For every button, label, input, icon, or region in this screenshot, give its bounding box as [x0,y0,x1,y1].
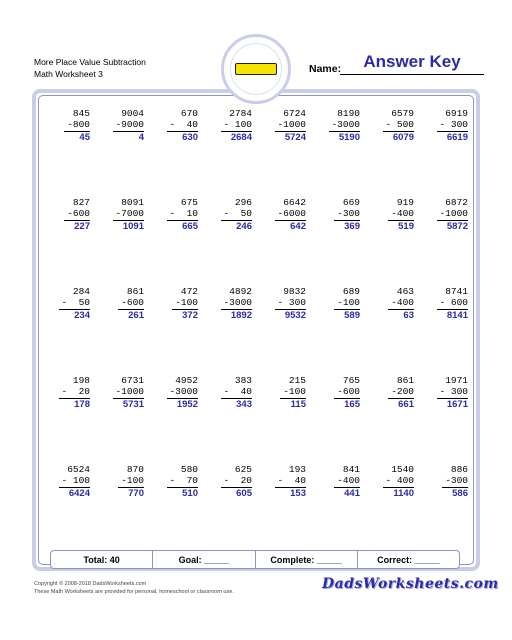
answer: 642 [290,221,306,232]
minuend: 296 [234,197,252,208]
subtraction-problem [144,286,198,322]
copyright-line-1: Copyright © 2008-2018 DadsWorksheets.com [34,581,147,587]
answer: 5731 [122,399,144,410]
minuend: 198 [72,375,90,386]
subtraction-problem [90,197,144,233]
answer: 261 [128,310,144,321]
name-label: Name: [309,63,342,75]
subtraction-problem [252,197,306,233]
dadsworksheets-logo: DadsWorksheets.com [322,576,499,592]
answer: 115 [290,399,306,410]
answer: 630 [182,132,198,143]
subtrahend: -3000 [169,386,198,397]
subtrahend: -100 [121,475,144,486]
answer: 45 [79,132,90,143]
minuend: 8190 [337,108,360,119]
minuend: 625 [234,464,252,475]
answer: 441 [344,488,360,499]
minuend: 919 [396,197,414,208]
minuend: 6731 [121,375,144,386]
subtrahend: -300 [337,208,360,219]
subtraction-problem [36,108,90,144]
subtrahend: - 400 [385,475,414,486]
minuend: 765 [342,375,360,386]
subtraction-problem [414,108,468,144]
subtraction-problem [198,375,252,411]
answer: 234 [74,310,90,321]
subtraction-problem [306,197,360,233]
answer: 5190 [338,132,360,143]
answer: 369 [344,221,360,232]
answer: 1091 [122,221,144,232]
subtrahend: - 300 [439,386,468,397]
subtraction-problem [360,464,414,500]
answer: 510 [182,488,198,499]
subtrahend: -400 [391,297,414,308]
subtrahend: - 70 [169,475,198,486]
header-badge [221,34,291,104]
subtrahend: - 40 [169,119,198,130]
subtrahend: -7000 [115,208,144,219]
minuend: 284 [72,286,90,297]
subtraction-problem [198,108,252,144]
title-line-1: More Place Value Subtraction [34,57,146,67]
subtrahend: - 300 [277,297,306,308]
answer: 5724 [284,132,306,143]
answer: 372 [182,310,198,321]
subtraction-problem [90,464,144,500]
subtrahend: - 40 [277,475,306,486]
subtrahend: -6000 [277,208,306,219]
answer: 9532 [284,310,306,321]
answer: 665 [182,221,198,232]
subtraction-problem [252,375,306,411]
subtraction-problem [90,286,144,322]
subtrahend: - 100 [223,119,252,130]
subtraction-problem [198,286,252,322]
footer-goal: Goal: _____ [153,551,255,568]
minuend: 861 [396,375,414,386]
minuend: 2784 [229,108,252,119]
minuend: 6919 [445,108,468,119]
answer: 6079 [392,132,414,143]
subtraction-problem [360,375,414,411]
minuend: 6872 [445,197,468,208]
subtrahend: -400 [391,208,414,219]
subtraction-problem [144,197,198,233]
answer: 1952 [176,399,198,410]
answer: 661 [398,399,414,410]
answer: 178 [74,399,90,410]
minuend: 827 [72,197,90,208]
minuend: 383 [234,375,252,386]
answer: 153 [290,488,306,499]
answer: 1671 [446,399,468,410]
answer: 586 [452,488,468,499]
minuend: 8091 [121,197,144,208]
subtrahend: -9000 [115,119,144,130]
minuend: 472 [180,286,198,297]
minuend: 193 [288,464,306,475]
subtrahend: - 100 [61,475,90,486]
subtrahend: -600 [67,208,90,219]
minuend: 8741 [445,286,468,297]
subtrahend: -100 [175,297,198,308]
subtraction-problem [144,464,198,500]
problem-row [40,286,472,336]
subtraction-problem [360,286,414,322]
subtrahend: -200 [391,386,414,397]
subtrahend: - 600 [439,297,468,308]
problem-row [40,108,472,158]
minuend: 670 [180,108,198,119]
subtraction-problem [252,464,306,500]
answer: 63 [403,310,414,321]
subtraction-problem [198,197,252,233]
footer-complete: Complete: _____ [256,551,358,568]
subtraction-problem [252,108,306,144]
minuend: 669 [342,197,360,208]
worksheet-title [34,56,146,80]
answer: 5872 [446,221,468,232]
minuend: 580 [180,464,198,475]
subtraction-problem [36,197,90,233]
subtraction-problem [198,464,252,500]
subtrahend: -600 [121,297,144,308]
subtrahend: -100 [337,297,360,308]
subtrahend: -3000 [223,297,252,308]
subtraction-problem [306,375,360,411]
answer: 227 [74,221,90,232]
footer-correct: Correct: _____ [377,554,440,565]
answer: 8141 [446,310,468,321]
minuend: 6724 [283,108,306,119]
subtraction-problem [414,197,468,233]
minuend: 1971 [445,375,468,386]
subtraction-problem [306,108,360,144]
answer: 165 [344,399,360,410]
subtrahend: -600 [337,386,360,397]
answer: 2684 [230,132,252,143]
problem-row [40,464,472,514]
subtraction-problem [360,108,414,144]
minuend: 6642 [283,197,306,208]
answer: 6424 [68,488,90,499]
answer: 519 [398,221,414,232]
subtrahend: -300 [445,475,468,486]
yellow-bar-icon [235,63,277,75]
subtraction-problem [144,108,198,144]
copyright-line-2: These Math Worksheets are provided for personal, homeschool or classroom use. [34,589,234,595]
problem-row [40,197,472,247]
minuend: 6579 [391,108,414,119]
minuend: 845 [72,108,90,119]
subtrahend: - 10 [169,208,198,219]
answer: 1140 [393,488,414,499]
subtraction-problem [36,286,90,322]
minuend: 841 [342,464,360,475]
subtrahend: -1000 [439,208,468,219]
subtrahend: - 50 [61,297,90,308]
minuend: 689 [342,286,360,297]
minuend: 1540 [391,464,414,475]
minuend: 886 [450,464,468,475]
subtrahend: - 20 [223,475,252,486]
subtrahend: - 300 [439,119,468,130]
title-line-2: Math Worksheet 3 [34,69,103,79]
minuend: 463 [396,286,414,297]
answer: 6619 [446,132,468,143]
answer: 770 [128,488,144,499]
subtraction-problem [414,286,468,322]
subtrahend: - 20 [61,386,90,397]
subtraction-problem [90,108,144,144]
subtraction-problem [36,375,90,411]
answer: 343 [236,399,252,410]
subtraction-problem [36,464,90,500]
name-line [340,74,484,75]
minuend: 9004 [121,108,144,119]
answer: 605 [236,488,252,499]
subtrahend: -400 [337,475,360,486]
minuend: 9832 [283,286,306,297]
subtrahend: -3000 [331,119,360,130]
subtrahend: -1000 [277,119,306,130]
answer: 4 [138,132,144,143]
subtrahend: -800 [67,119,90,130]
minuend: 861 [126,286,144,297]
problem-row [40,375,472,425]
subtraction-problem [306,464,360,500]
subtrahend: - 500 [385,119,414,130]
subtrahend: - 50 [223,208,252,219]
answer: 589 [344,310,360,321]
answer: 246 [236,221,252,232]
score-footer [50,550,460,569]
copyright-notice [34,580,234,596]
minuend: 675 [180,197,198,208]
subtraction-problem [90,375,144,411]
subtraction-problem [414,375,468,411]
subtrahend: -1000 [115,386,144,397]
subtraction-problem [360,197,414,233]
subtraction-problem [306,286,360,322]
subtrahend: -100 [283,386,306,397]
subtraction-problem [414,464,468,500]
subtraction-problem [144,375,198,411]
subtraction-problem [252,286,306,322]
answer: 1892 [230,310,252,321]
minuend: 215 [288,375,306,386]
minuend: 4892 [229,286,252,297]
answer-key-label: Answer Key [363,52,461,71]
minuend: 4952 [175,375,198,386]
minuend: 6524 [67,464,90,475]
subtrahend: - 40 [223,386,252,397]
footer-total: Total: 40 [51,551,153,568]
minuend: 870 [126,464,144,475]
